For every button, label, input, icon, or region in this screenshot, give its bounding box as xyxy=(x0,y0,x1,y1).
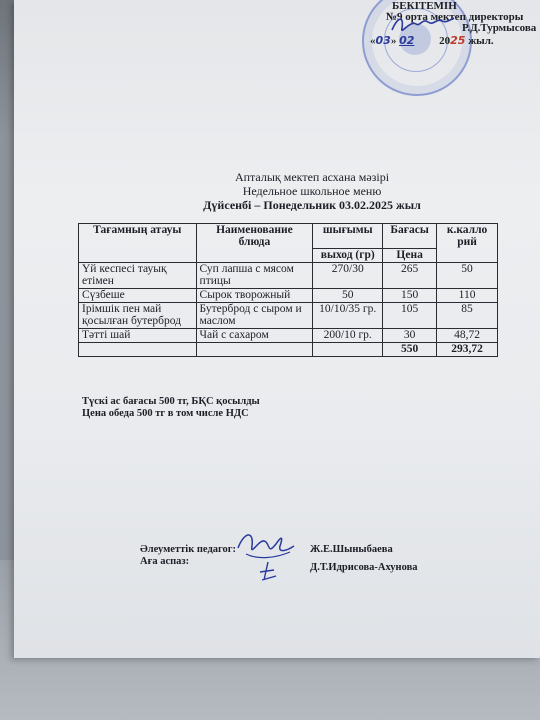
dish-kcal: 110 xyxy=(437,289,498,303)
header-kcal: к.калло рий xyxy=(437,224,498,263)
header-yield-kz: шығымы xyxy=(313,224,383,249)
dish-kcal: 85 xyxy=(437,303,498,329)
dish-kcal: 48,72 xyxy=(437,329,498,343)
approval-title: БЕКІТЕМІН xyxy=(392,0,457,12)
approval-date: «03» 02 2025 жыл. xyxy=(370,34,494,47)
approval-month: 02 xyxy=(399,34,415,47)
dish-kcal: 50 xyxy=(437,263,498,289)
menu-day: Дүйсенбі – Понедельник 03.02.2025 жыл xyxy=(203,198,421,212)
role-head-cook: Аға аспаз: xyxy=(140,556,190,567)
dish-yield: 270/30 xyxy=(313,263,383,289)
header-name-kz: Тағамның атауы xyxy=(79,224,197,263)
dish-name-kz: Сүзбеше xyxy=(79,289,197,303)
dish-name-ru: Сырок творожный xyxy=(196,289,313,303)
dish-name-kz: Ірімшік пен май қосылған бутерброд xyxy=(79,303,197,329)
dish-price: 105 xyxy=(383,303,437,329)
dish-yield: 10/10/35 гр. xyxy=(313,303,383,329)
approval-position: №9 орта мектеп директоры xyxy=(386,11,524,23)
menu-title-kz: Апталық мектеп асхана мәзірі xyxy=(234,170,390,184)
dish-price: 30 xyxy=(383,329,437,343)
name-social-pedagogue: Ж.Е.Шыныбаева xyxy=(310,544,393,555)
dish-price: 265 xyxy=(383,263,437,289)
table-header-row xyxy=(79,224,498,249)
dish-yield: 50 xyxy=(313,289,383,303)
header-name-ru: Наименование блюда xyxy=(196,224,313,263)
director-name: Р.Д.Турмысова xyxy=(462,22,537,34)
header-yield-ru: выход (гр) xyxy=(313,249,383,263)
header-price-kz: Бағасы xyxy=(383,224,437,249)
dish-price: 150 xyxy=(383,289,437,303)
table-row xyxy=(79,303,498,329)
dish-name-kz: Тәтті шай xyxy=(79,329,197,343)
dish-yield: 200/10 гр. xyxy=(313,329,383,343)
approval-year: 25 xyxy=(450,34,466,47)
table-total-row xyxy=(79,343,498,357)
total-price: 550 xyxy=(383,343,437,357)
menu-table xyxy=(78,223,498,357)
handwritten-signature xyxy=(232,524,302,586)
dish-name-ru: Чай с сахаром xyxy=(196,329,313,343)
table-row xyxy=(79,263,498,289)
table-row xyxy=(79,289,498,303)
name-head-cook: Д.Т.Идрисова-Ахунова xyxy=(310,562,418,573)
price-note-kz: Түскі ас бағасы 500 тг, БҚС қосылды xyxy=(82,396,260,407)
dish-name-kz: Үй кеспесі тауық етімен xyxy=(79,263,197,289)
total-kcal: 293,72 xyxy=(437,343,498,357)
role-social-pedagogue: Әлеуметтік педагог: xyxy=(140,544,237,555)
dish-name-ru: Бутерброд с сыром и маслом xyxy=(196,303,313,329)
dish-name-ru: Суп лапша с мясом птицы xyxy=(196,263,313,289)
header-price-ru: Цена xyxy=(383,249,437,263)
table-row xyxy=(79,329,498,343)
price-note-ru: Цена обеда 500 тг в том числе НДС xyxy=(82,408,249,419)
menu-title-ru: Недельное школьное меню xyxy=(242,184,382,198)
approval-day: 03 xyxy=(375,34,391,47)
